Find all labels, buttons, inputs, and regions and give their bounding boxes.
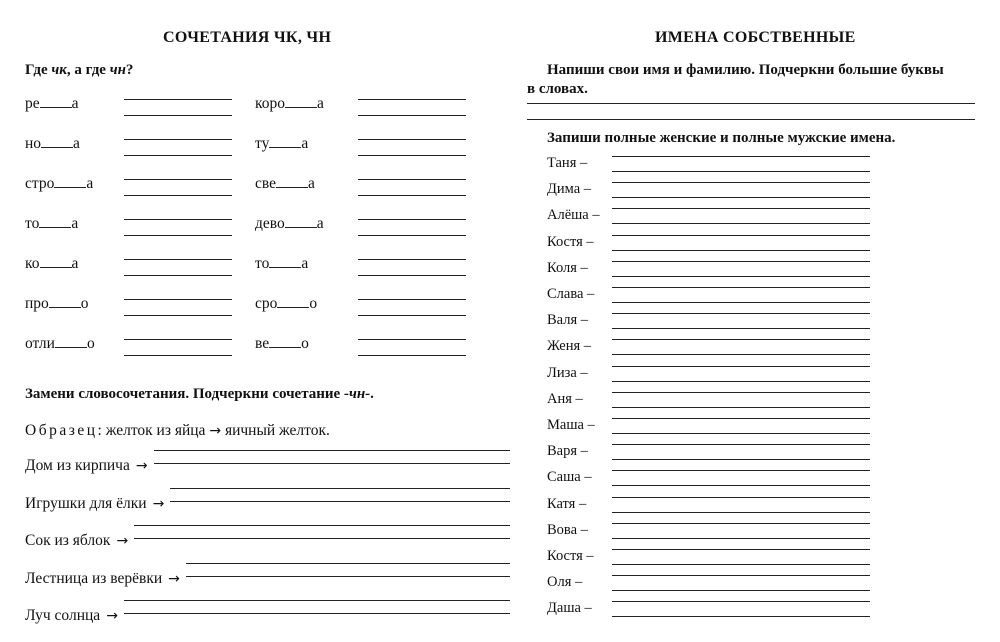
word-end: о (301, 335, 309, 352)
letter-gap[interactable] (269, 146, 301, 148)
exercise2-prompt: Замени словосочетания. Подчеркни сочетание -чн-. (25, 386, 374, 402)
answer-line[interactable] (124, 219, 232, 220)
phrase-item (25, 456, 510, 475)
name-label: Коля – (547, 259, 588, 276)
name-label: Валя – (547, 312, 589, 329)
answer-line[interactable] (612, 208, 870, 209)
answer-line[interactable] (358, 299, 466, 300)
phrase-text: Луч солнца (25, 607, 101, 624)
name-label: Вова – (547, 521, 588, 538)
word-item (25, 215, 78, 233)
phrase-text: Игрушки для ёлки (25, 494, 147, 512)
word-item (25, 95, 79, 113)
word-start: но (25, 135, 42, 152)
answer-line[interactable] (612, 182, 870, 183)
word-start: про (25, 295, 49, 312)
exercise1-prompt: Где чк, а где чн? (25, 62, 134, 78)
word-item (255, 295, 317, 313)
word-start: дево (255, 215, 285, 232)
name-label: Таня – (547, 155, 588, 171)
word-item (255, 95, 324, 113)
answer-line[interactable] (612, 328, 870, 329)
answer-line[interactable] (612, 575, 870, 576)
phrase-text: Сок из яблок (25, 532, 111, 549)
answer-line[interactable] (612, 549, 870, 550)
phrase-item (25, 569, 510, 588)
name-label: Дима – (547, 181, 592, 198)
word-start: ре (25, 95, 40, 112)
answer-line[interactable] (612, 538, 870, 539)
answer-line[interactable] (358, 99, 466, 100)
answer-line[interactable] (612, 564, 870, 565)
arrow-icon: → (168, 570, 180, 587)
word-start: коро (255, 95, 285, 112)
word-end: а (71, 215, 79, 232)
answer-line[interactable] (612, 433, 870, 434)
answer-line[interactable] (124, 315, 232, 316)
letter-gap[interactable] (269, 266, 301, 268)
letter-gap[interactable] (285, 106, 317, 108)
word-item (255, 215, 324, 233)
word-end: а (316, 215, 324, 232)
name-label: Лиза – (547, 364, 588, 381)
word-end: а (71, 255, 79, 272)
phrase-text: Лестница из верёвки (25, 569, 163, 587)
word-start: ту (255, 135, 270, 152)
answer-line[interactable] (124, 235, 232, 236)
letter-gap[interactable] (276, 186, 308, 188)
answer-line[interactable] (612, 171, 870, 172)
word-end: а (73, 135, 80, 152)
word-end: а (301, 135, 309, 152)
answer-line[interactable] (358, 195, 466, 196)
name-label: Саша – (547, 469, 592, 486)
word-end: а (301, 255, 309, 272)
word-end: о (309, 295, 318, 312)
answer-line[interactable] (124, 259, 232, 260)
word-item (255, 255, 308, 273)
name-label: Алёша – (547, 207, 600, 224)
name-label: Катя – (547, 495, 587, 512)
answer-line[interactable] (358, 179, 466, 180)
answer-line[interactable] (612, 616, 870, 617)
name-label: Варя – (547, 443, 588, 460)
word-end: а (71, 95, 79, 112)
answer-line[interactable] (124, 115, 232, 116)
answer-line[interactable] (612, 235, 870, 236)
answer-line[interactable] (612, 197, 870, 198)
word-item (25, 175, 93, 193)
word-end: а (317, 95, 324, 112)
phrase-item (25, 531, 510, 550)
answer-line[interactable] (124, 195, 232, 196)
word-item (255, 335, 309, 353)
letter-gap[interactable] (41, 146, 73, 148)
word-item (25, 255, 78, 273)
answer-lines[interactable] (154, 456, 510, 470)
answer-line[interactable] (358, 219, 466, 220)
answer-line[interactable] (612, 313, 870, 314)
letter-gap[interactable] (40, 266, 72, 268)
answer-line[interactable] (124, 339, 232, 340)
answer-lines[interactable] (170, 494, 510, 508)
answer-line[interactable] (612, 459, 870, 460)
word-start: све (255, 175, 276, 192)
arrow-icon: → (135, 458, 148, 474)
word-item (25, 135, 80, 153)
answer-line[interactable] (612, 276, 870, 277)
word-start: сро (255, 295, 278, 312)
word-start: ко (25, 255, 40, 272)
answer-line[interactable] (612, 156, 870, 157)
letter-gap[interactable] (55, 346, 87, 348)
answer-line[interactable] (612, 523, 870, 524)
phrase-text: Дом из кирпича (25, 457, 130, 474)
answer-line[interactable] (358, 155, 466, 156)
answer-line[interactable] (358, 259, 466, 260)
answer-line[interactable] (358, 115, 466, 116)
answer-line[interactable] (612, 590, 870, 591)
phrase-item (25, 606, 510, 625)
name-label: Маша – (547, 417, 595, 433)
name-label: Оля – (547, 574, 583, 591)
name-label: Костя – (547, 233, 594, 250)
answer-line[interactable] (358, 315, 466, 316)
answer-line[interactable] (612, 381, 870, 382)
word-end: а (308, 175, 315, 192)
arrow-icon: → (116, 533, 129, 549)
word-item (25, 295, 89, 313)
answer-line[interactable] (612, 366, 870, 367)
answer-line[interactable] (124, 275, 232, 276)
right-title: ИМЕНА СОБСТВЕННЫЕ (655, 29, 856, 46)
word-item (255, 135, 308, 153)
word-start: ве (255, 335, 270, 352)
name-label: Слава – (547, 286, 595, 302)
letter-gap[interactable] (269, 346, 301, 348)
phrase-item (25, 494, 510, 513)
right-task1-line2: в словах. (527, 81, 588, 97)
answer-line[interactable] (527, 103, 975, 104)
word-start: то (25, 215, 40, 232)
answer-line[interactable] (612, 223, 870, 224)
answer-line[interactable] (124, 355, 232, 356)
answer-line[interactable] (124, 299, 232, 300)
name-label: Женя – (547, 338, 591, 355)
letter-gap[interactable] (40, 106, 72, 108)
letter-gap[interactable] (49, 306, 81, 308)
letter-gap[interactable] (39, 226, 71, 228)
right-task1-line1: Напиши свои имя и фамилию. Подчеркни большие буквы (547, 62, 944, 78)
answer-line[interactable] (612, 418, 870, 419)
word-item (25, 335, 95, 353)
answer-line[interactable] (124, 99, 232, 100)
letter-gap[interactable] (54, 186, 86, 188)
answer-line[interactable] (612, 407, 870, 408)
right-task2: Запиши полные женские и полные мужские имена. (547, 130, 896, 146)
arrow-icon: → (106, 608, 118, 624)
word-item (255, 175, 315, 193)
word-start: отли (25, 335, 55, 352)
answer-lines[interactable] (134, 531, 510, 545)
answer-lines[interactable] (124, 606, 510, 620)
answer-line[interactable] (612, 261, 870, 262)
name-label: Аня – (547, 390, 583, 407)
answer-line[interactable] (612, 250, 870, 251)
name-label: Даша – (547, 600, 592, 617)
answer-line[interactable] (612, 339, 870, 340)
answer-line[interactable] (612, 470, 870, 471)
name-label: Костя – (547, 548, 594, 564)
word-start: стро (25, 175, 55, 192)
word-start: то (255, 255, 270, 272)
answer-line[interactable] (612, 497, 870, 498)
answer-line[interactable] (358, 275, 466, 276)
word-end: о (80, 295, 89, 312)
answer-line[interactable] (612, 287, 870, 288)
answer-line[interactable] (612, 354, 870, 355)
word-end: а (86, 175, 94, 192)
answer-lines[interactable] (186, 569, 510, 583)
answer-line[interactable] (612, 392, 870, 393)
answer-line[interactable] (358, 139, 466, 140)
answer-line[interactable] (124, 179, 232, 180)
answer-line[interactable] (612, 601, 870, 602)
answer-line[interactable] (612, 512, 870, 513)
arrow-icon: → (152, 495, 165, 512)
left-title: СОЧЕТАНИЯ ЧК, ЧН (163, 29, 332, 46)
answer-line[interactable] (358, 355, 466, 356)
answer-line[interactable] (612, 302, 870, 303)
answer-line[interactable] (612, 444, 870, 445)
answer-line[interactable] (124, 155, 232, 156)
answer-line[interactable] (358, 339, 466, 340)
word-end: о (86, 335, 95, 352)
letter-gap[interactable] (277, 306, 309, 308)
letter-gap[interactable] (285, 226, 317, 228)
sample-line: Образец: желток из яйца → яичный желток. (25, 422, 330, 439)
answer-line[interactable] (612, 485, 870, 486)
answer-line[interactable] (358, 235, 466, 236)
answer-line[interactable] (124, 139, 232, 140)
answer-line[interactable] (527, 119, 975, 120)
